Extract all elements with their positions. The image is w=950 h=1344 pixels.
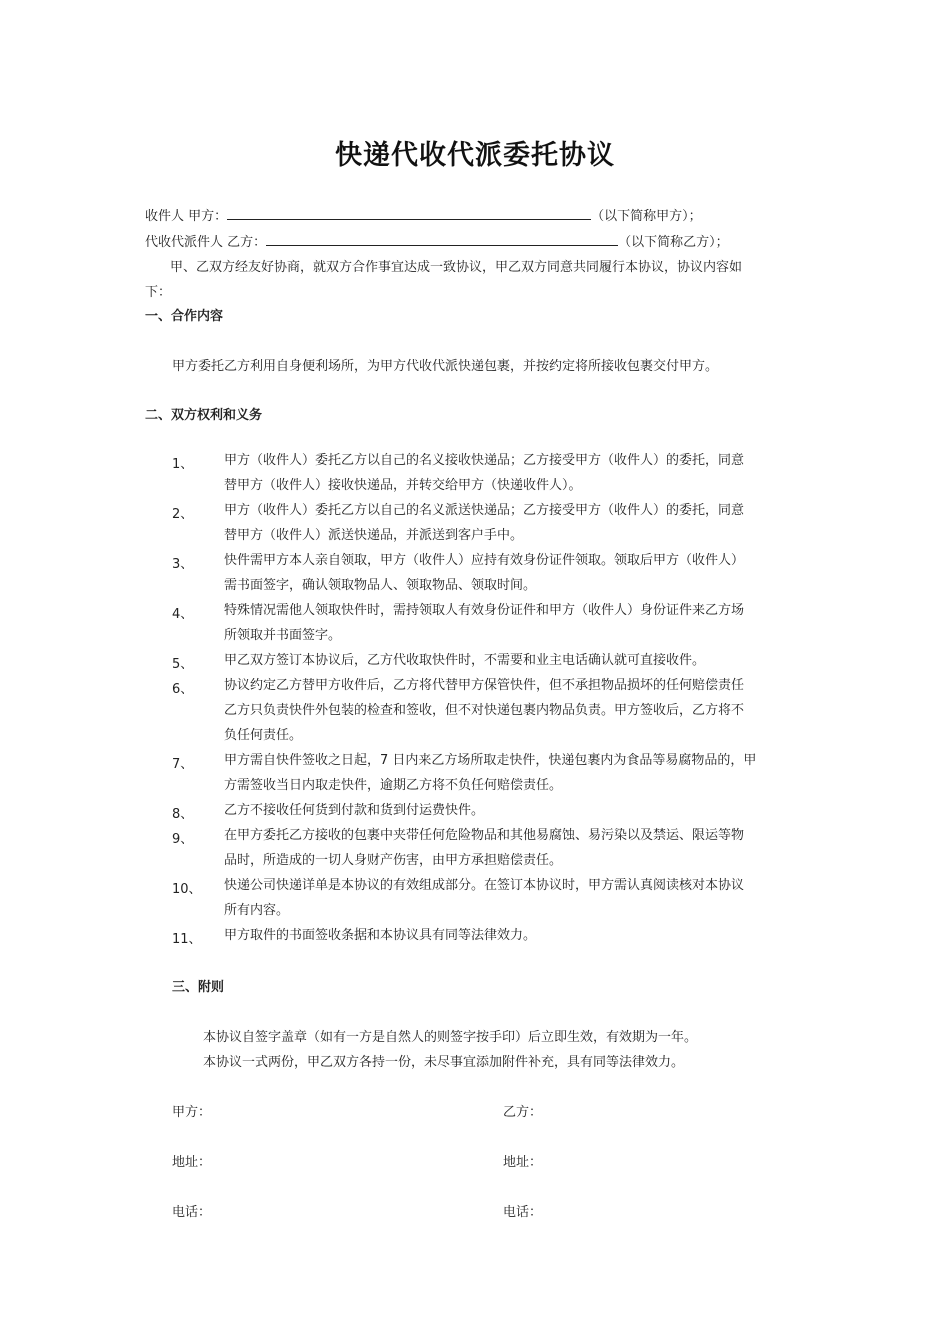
signature-party-a: 甲方：: [172, 1105, 212, 1120]
intro-line-2: 下：: [145, 285, 172, 300]
obligation-text: [224, 748, 812, 798]
obligation-number: 5、: [172, 657, 194, 672]
obligation-text-line: 所有内容。: [224, 903, 290, 918]
signature-phone-a: 电话：: [172, 1205, 212, 1220]
obligation-number: 10、: [172, 882, 202, 897]
obligation-number: 1、: [172, 457, 194, 472]
signature-address-b: 地址：: [503, 1155, 543, 1170]
obligation-text-line: 快递公司快递详单是本协议的有效组成部分。在签订本协议时，甲方需认真阅读核对本协议: [224, 878, 745, 893]
document-title: 快递代收代派委托协议: [335, 140, 615, 171]
party-a-label: 收件人 甲方：: [145, 209, 228, 224]
party-a-suffix: （以下简称甲方）；: [591, 209, 702, 224]
intro-line-1: 甲、乙双方经友好协商，就双方合作事宜达成一致协议，甲乙双方同意共同履行本协议，协议内容如: [170, 260, 743, 275]
obligation-number: 6、: [172, 682, 194, 697]
obligation-text-line: 负任何责任。: [224, 728, 303, 743]
party-b-blank[interactable]: [266, 231, 618, 246]
obligation-text: [224, 823, 812, 873]
obligation-text: [224, 673, 812, 748]
obligation-text-line: 需书面签字，确认领取物品人、领取物品、领取时间。: [224, 578, 537, 593]
obligation-text: [224, 598, 812, 648]
signature-party-b: 乙方：: [503, 1105, 543, 1120]
section-3-paragraph-1: 本协议自签字盖章（如有一方是自然人的则签字按手印）后立即生效，有效期为一年。: [203, 1030, 698, 1045]
obligation-text: [224, 648, 812, 673]
obligation-text-line: 替甲方（收件人）派送快递品，并派送到客户手中。: [224, 528, 524, 543]
obligation-text-line: 特殊情况需他人领取快件时，需持领取人有效身份证件和甲方（收件人）身份证件来乙方场: [224, 603, 745, 618]
obligation-text-line: 乙方不接收任何货到付款和货到付运费快件。: [224, 803, 485, 818]
section-3-paragraph-2: 本协议一式两份，甲乙双方各持一份，未尽事宜添加附件补充，具有同等法律效力。: [203, 1055, 685, 1070]
obligation-text-line: 甲方需自快件签收之日起，7 日内来乙方场所取走快件，快递包裹内为食品等易腐物品的，甲: [224, 753, 757, 768]
obligation-text: [224, 923, 812, 948]
obligation-text-line: 甲方（收件人）委托乙方以自己的名义派送快递品；乙方接受甲方（收件人）的委托，同意: [224, 503, 745, 518]
section-1-heading: 一、合作内容: [145, 309, 224, 324]
section-2-heading: 二、双方权利和义务: [145, 408, 263, 423]
obligation-number: 7、: [172, 757, 194, 772]
obligation-text-line: 所领取并书面签字。: [224, 628, 342, 643]
section-1-body: 甲方委托乙方利用自身便利场所，为甲方代收代派快递包裹，并按约定将所接收包裹交付甲方。: [172, 359, 719, 374]
obligation-text-line: 品时，所造成的一切人身财产伤害，由甲方承担赔偿责任。: [224, 853, 563, 868]
signature-address-a: 地址：: [172, 1155, 212, 1170]
obligation-text: [224, 448, 812, 498]
party-b-row: [145, 231, 729, 250]
obligation-text-line: 快件需甲方本人亲自领取，甲方（收件人）应持有效身份证件领取。领取后甲方（收件人）: [224, 553, 745, 568]
obligation-number: 9、: [172, 832, 194, 847]
party-b-label: 代收代派件人 乙方：: [145, 235, 267, 250]
obligation-text-line: 协议约定乙方替甲方收件后，乙方将代替甲方保管快件，但不承担物品损坏的任何赔偿责任: [224, 678, 745, 693]
party-b-suffix: （以下简称乙方）；: [618, 235, 729, 250]
obligation-number: 2、: [172, 507, 194, 522]
party-a-row: [145, 205, 702, 224]
obligation-number: 8、: [172, 807, 194, 822]
obligation-text-line: 方需签收当日内取走快件，逾期乙方将不负任何赔偿责任。: [224, 778, 563, 793]
obligation-text: [224, 498, 812, 548]
obligation-text-line: 在甲方委托乙方接收的包裹中夹带任何危险物品和其他易腐蚀、易污染以及禁运、限运等物: [224, 828, 745, 843]
obligation-text-line: 甲乙双方签订本协议后，乙方代收取快件时，不需要和业主电话确认就可直接收件。: [224, 653, 706, 668]
signature-phone-b: 电话：: [503, 1205, 543, 1220]
obligation-text-line: 替甲方（收件人）接收快递品，并转交给甲方（快递收件人）。: [224, 478, 582, 493]
party-a-blank[interactable]: [227, 205, 591, 220]
obligation-text: [224, 548, 812, 598]
obligation-number: 11、: [172, 932, 202, 947]
section-3-heading: 三、附则: [172, 980, 225, 995]
obligation-text-line: 甲方（收件人）委托乙方以自己的名义接收快递品；乙方接受甲方（收件人）的委托，同意: [224, 453, 745, 468]
obligation-text-line: 甲方取件的书面签收条据和本协议具有同等法律效力。: [224, 928, 537, 943]
obligation-text: [224, 798, 812, 823]
obligation-text-line: 乙方只负责快件外包装的检查和签收，但不对快递包裹内物品负责。甲方签收后，乙方将不: [224, 703, 745, 718]
obligation-number: 3、: [172, 557, 194, 572]
obligation-number: 4、: [172, 607, 194, 622]
obligation-text: [224, 873, 812, 923]
